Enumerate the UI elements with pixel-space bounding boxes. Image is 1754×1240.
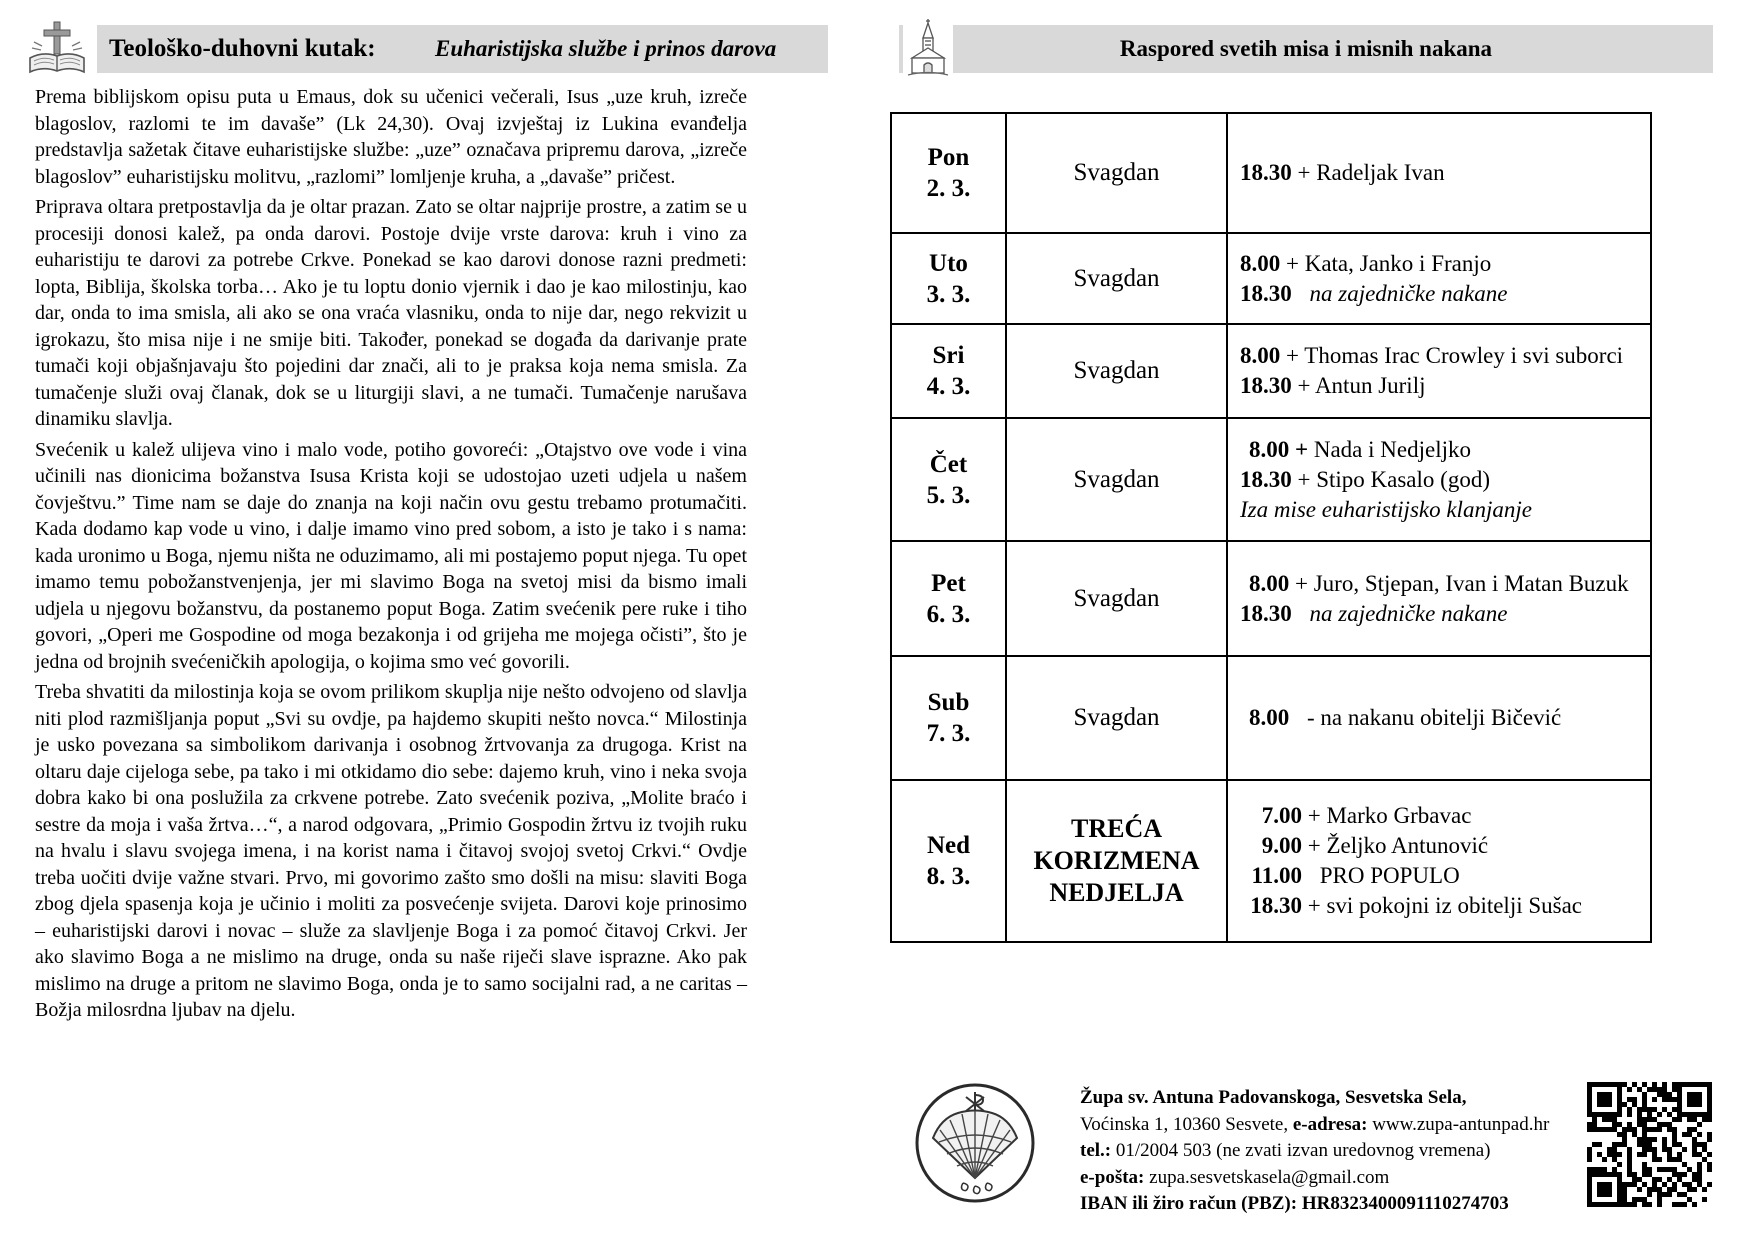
contact-text: www.zupa-antunpad.hr [1367, 1113, 1550, 1135]
mass-intentions-cell [1227, 656, 1651, 780]
mass-time: 8.00 [1249, 705, 1290, 730]
mass-line [1240, 279, 1638, 309]
schedule-row [891, 656, 1651, 780]
date-label: 2. 3. [926, 175, 971, 202]
right-header-title: Raspored svetih misa i misnih nakana [1119, 36, 1493, 61]
mass-intention: Iza mise euharistijsko klanjanje [1240, 496, 1532, 522]
contact-text: Voćinska 1, 10360 Sesvete, [1080, 1113, 1293, 1135]
mass-line [1240, 891, 1638, 921]
day-label: Ned [926, 832, 971, 859]
mass-intentions-cell [1227, 418, 1651, 541]
date-label: 6. 3. [926, 600, 971, 628]
mass-time: 8.00 [1240, 250, 1281, 276]
feast-cell: Svagdan [1006, 656, 1227, 780]
parish-shell-logo [913, 1080, 1037, 1206]
schedule-row [891, 418, 1651, 541]
contact-text: 01/2004 503 (ne zvati izvan uredovnog vremena) [1111, 1140, 1491, 1161]
contact-text: Župa sv. Antuna Padovanskoga, Sesvetska Sela, [1080, 1087, 1467, 1108]
right-header-bar [899, 25, 1713, 73]
day-label: Pet [931, 569, 966, 597]
mass-intention: + Radeljak Ivan [1297, 160, 1445, 185]
mass-intention: na zajedničke nakane [1309, 600, 1508, 626]
article-paragraph: Priprava oltara pretpostavlja da je oltar prazan. Zato se oltar najprije prostre, a zatim se u procesiji donosi kalež, pa onda darovi. Postoje dvije vrste darova: kruh i vino za euharistiju te darovi za potrebe Crkve. Ponekad se kao darovi donose razni predmeti: lopta, Biblija, školska torba… Ako je tu loptu donio vjernik i dao je kao milostinju, kao dar, onda to ima smisla, ali ako se ona vraća vlasniku, onda to nije dar, nego rekvizit u igrokazu, što misa nije i ne smije biti. Također, ponekad se događa da darivanje prate tumači koji objašnjavaju što pojedini dar znači, ali to je praksa koja nema smisla. Za tumačenje služi ovaj članak, dok se u liturgiji slavi, a ne tumači. Tumačenje narušava dinamiku slavlja. [35, 196, 747, 430]
mass-time: 18.30 [1240, 280, 1292, 306]
contact-text: e-adresa: [1292, 1113, 1368, 1135]
mass-intentions-cell [1227, 324, 1651, 418]
schedule-row [891, 780, 1651, 942]
mass-intentions-cell [1227, 780, 1651, 942]
mass-line [1240, 703, 1638, 733]
feast-cell: Svagdan [1006, 418, 1227, 541]
mass-line [1240, 801, 1638, 831]
mass-intention: Nada i Nedjeljko [1313, 436, 1471, 462]
mass-intention: + svi pokojni iz obitelji Sušac [1307, 893, 1583, 918]
contact-text: zupa.sesvetskasela@gmail.com [1144, 1166, 1390, 1188]
mass-line [1240, 831, 1638, 861]
feast-cell: Svagdan [1006, 233, 1227, 324]
mass-line [1240, 435, 1638, 465]
mass-time: 18.30 [1240, 160, 1292, 185]
day-label: Čet [929, 450, 968, 478]
parish-contact-block [1080, 1085, 1585, 1218]
article-paragraph: Treba shvatiti da milostinja koja se ovom prilikom skuplja nije nešto odvojeno od slavlja niti plod razmišljanja poput „Svi su ovdje, pa hajdemo skupiti nešto novca.“ Milostinja je usko povezana sa simbolikom darivanja i osobnog žrtvovanja za drugoga. Krist na oltaru daje cijeloga sebe, pa tako i mi otkidamo dio sebe: dajemo kruh, vino i neka svoja dobra kako bi ona poslužila za crkvene potrebe. Zato svećenik poziva, „Molite braćo i sestre da moja i vaša žrtva…“, a narod odgovara, „Primio Gospodin žrtvu iz tvojih ruku na hvalu i slavu svojega imena, i na korist nama i čitavoj svojoj svetoj Crkvi.“ Ovdje treba uočiti dvije važne stvari. Prvo, mi govorimo zašto smo došli na misu: slaviti Boga zbog djela spasenja koja je učinio i moliti za posvećenje svijeta. Darovi koje prinosimo – euharistijski darovi i novac – služe za slavljenje Boga i za pomoć čitavoj Crkvi. Jer ako slavimo Boga a ne mislimo na druge, onda su naše riječi slave isprazne. Ako pak mislimo na druge a pritom ne slavimo Boga, onda je to samo socijalni rad, a ne caritas – Božja milosrdna ljubav na djelu. [35, 681, 747, 1021]
mass-intentions-cell [1227, 541, 1651, 656]
cross-book-icon [26, 20, 88, 78]
contact-line [1080, 1112, 1585, 1139]
date-label: 4. 3. [926, 373, 971, 400]
mass-line [1240, 249, 1638, 279]
contact-line [1080, 1085, 1585, 1112]
left-header-label: Teološko-duhovni kutak: [109, 35, 376, 62]
article-paragraph: Prema biblijskom opisu puta u Emaus, dok su učenici večerali, Isus „uze kruh, izreče blagoslov, razlomi te im davaše” (Lk 24,30). Ovaj izvještaj iz Lukina evanđelja predstavlja sažetak čitave euharistijske službe: „uze” označava pripremu darova, „izreče blagoslov” euharistijsku molitvu, „razlomi” lomljenje kruha, a „davaše” pričest. [35, 86, 747, 188]
mass-time: 8.00 [1240, 343, 1281, 368]
church-icon [903, 17, 953, 79]
mass-intention: + Stipo Kasalo (god) [1297, 466, 1490, 492]
day-cell [891, 324, 1006, 418]
mass-line [1240, 599, 1638, 629]
mass-line [1240, 341, 1638, 371]
mass-time: 7.00 [1261, 803, 1302, 828]
article-body [35, 84, 747, 1028]
mass-time: 11.00 [1251, 863, 1302, 888]
qr-code-image [1587, 1082, 1713, 1208]
mass-intentions-cell [1227, 113, 1651, 233]
mass-intention: + Željko Antunović [1307, 833, 1489, 858]
article-paragraph: Svećenik u kalež ulijeva vino i malo vode, potiho govoreći: „Otajstvo ove vode i vina učinili nas dionicima božanstva Isusa Krista koji se udostojao uzeti udjela u našem čovještvu.” Time nam se daje do znanja na koji način ovu gestu trebamo protumačiti. Kada dodamo kap vode u vino, i dalje imamo vino pred sobom, a isto je tako i s nama: kada uronimo u Boga, njemu ništa ne oduzimamo, ali mi postajemo poput njega. Tu opet imamo temu pobožanstvenjenja, jer mi slavimo Boga na svetoj misi da bismo imali udjela u njegovu božanstvu, da postanemo poput Boga. Zatim svećenik pere ruke i tiho govori, „Operi me Gospodine od moga bezakonja i od grijeha me mojega očisti”, što je jedna od brojnih svećeničkih apologija, o kojima smo već govorili. [35, 438, 747, 673]
contact-line [1080, 1138, 1585, 1165]
schedule-row [891, 113, 1651, 233]
contact-line [1080, 1165, 1585, 1192]
day-label: Sub [927, 689, 970, 716]
mass-time: 8.00 [1249, 570, 1290, 596]
day-cell [891, 541, 1006, 656]
mass-intention: + Thomas Irac Crowley i svi suborci [1286, 343, 1624, 368]
schedule-row [891, 541, 1651, 656]
mass-intentions-cell [1227, 233, 1651, 324]
day-cell [891, 656, 1006, 780]
mass-schedule-table [890, 112, 1652, 943]
mass-line [1240, 465, 1638, 495]
mass-line [1240, 371, 1638, 401]
left-header-bar [97, 25, 828, 73]
date-label: 7. 3. [926, 720, 971, 747]
contact-line [1080, 1191, 1585, 1218]
mass-time: 18.30 [1250, 893, 1302, 918]
qr-pattern [1587, 1082, 1712, 1207]
mass-line [1240, 569, 1638, 599]
mass-intention: + Antun Jurilj [1297, 373, 1426, 398]
contact-text: tel.: [1080, 1140, 1112, 1161]
mass-intention: + Marko Grbavac [1307, 803, 1472, 828]
day-label: Pon [927, 144, 970, 171]
schedule-row [891, 233, 1651, 324]
mass-line [1240, 861, 1638, 891]
mass-time: 9.00 [1261, 833, 1302, 858]
day-label: Uto [929, 249, 968, 277]
feast-cell: TREĆA KORIZMENA NEDJELJA [1006, 780, 1227, 942]
date-label: 8. 3. [926, 863, 971, 890]
left-header-title: Euharistijska službe i prinos darova [435, 36, 777, 61]
mass-intention: na zajedničke nakane [1309, 280, 1508, 306]
mass-line [1240, 495, 1638, 525]
day-cell [891, 233, 1006, 324]
date-label: 3. 3. [926, 280, 971, 308]
day-cell [891, 780, 1006, 942]
mass-intention: PRO POPULO [1319, 863, 1460, 888]
mass-intention: + Kata, Janko i Franjo [1286, 250, 1492, 276]
day-cell [891, 418, 1006, 541]
mass-line [1240, 158, 1638, 188]
day-label: Sri [932, 342, 965, 369]
feast-cell: Svagdan [1006, 541, 1227, 656]
mass-time: 18.30 [1240, 373, 1292, 398]
mass-time: 18.30 [1240, 466, 1292, 492]
mass-intention: + Juro, Stjepan, Ivan i Matan Buzuk [1295, 570, 1629, 596]
schedule-row [891, 324, 1651, 418]
contact-text: IBAN ili žiro račun (PBZ): HR8323400091110274703 [1080, 1193, 1509, 1214]
mass-time: 18.30 [1240, 600, 1292, 626]
date-label: 5. 3. [926, 481, 971, 509]
day-cell [891, 113, 1006, 233]
feast-cell: Svagdan [1006, 324, 1227, 418]
contact-text: e-pošta: [1080, 1166, 1145, 1188]
mass-intention: - na nakanu obitelji Bičević [1307, 705, 1562, 730]
mass-time: 8.00 + [1249, 436, 1309, 462]
feast-cell: Svagdan [1006, 113, 1227, 233]
